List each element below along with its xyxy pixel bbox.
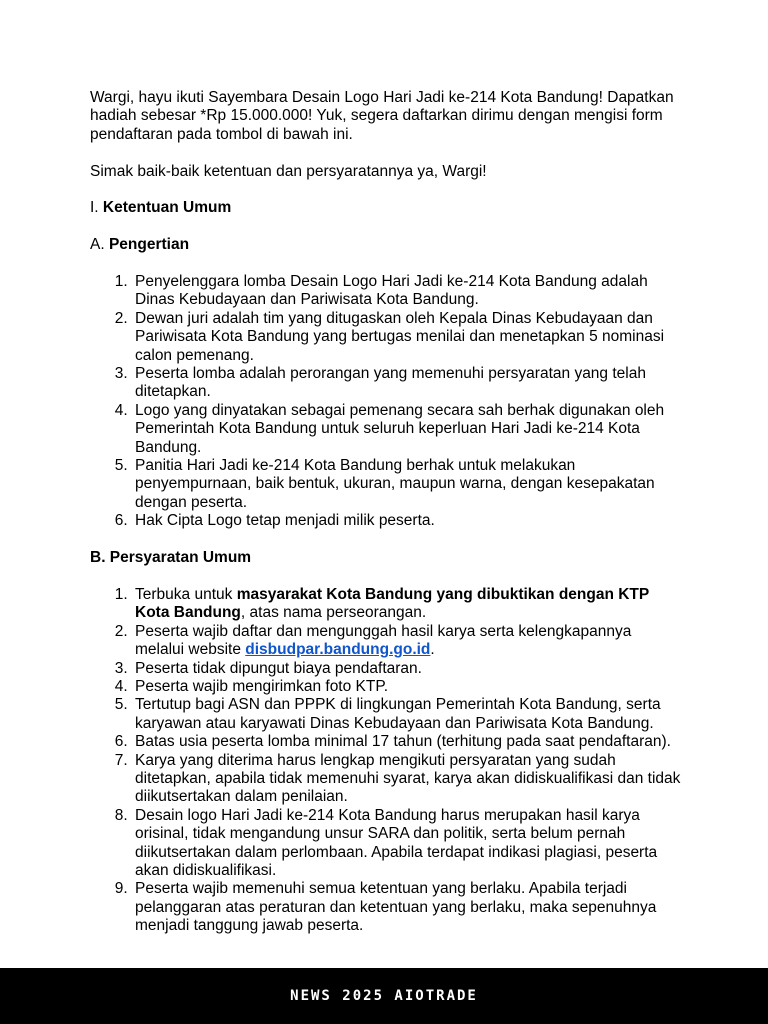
section-heading-ketentuan-umum [90,199,684,217]
list-item [132,660,684,678]
list-item [132,457,684,512]
text-run: Wargi, hayu ikuti Sayembara Desain Logo Hari Jadi ke-214 Kota Bandung! Dapatkan hadiah sebesar *Rp 15.000.000! Yuk, segera daftarkan dirimu dengan mengisi form pendaftaran pada tombol di bawah ini. [90,89,674,143]
footer-bar [0,968,768,1024]
text-run: Logo yang dinyatakan sebagai pemenang secara sah berhak digunakan oleh Pemerintah Kota Bandung untuk seluruh keperluan Hari Jadi ke-214 Kota Bandung. [135,401,665,456]
persyaratan-umum-list [90,586,684,936]
text-run: Panitia Hari Jadi ke-214 Kota Bandung berhak untuk melakukan penyempurnaan, baik bentuk, ukuran, maupun warna, dengan kesepakatan dengan peserta. [135,457,655,511]
text-run: Simak baik-baik ketentuan dan persyaratannya ya, Wargi! [90,162,487,180]
intro-paragraph [90,89,684,144]
list-item [132,512,684,530]
list-item [132,678,684,696]
website-link[interactable]: disbudpar.bandung.go.id [245,641,431,659]
text-run: Desain logo Hari Jadi ke-214 Kota Bandung harus merupakan hasil karya orisinal, tidak mengandung unsur SARA dan politik, serta belum pernah diikutsertakan dalam perlombaan. Apabila terdapat indikasi plagiasi, peserta akan didiskualifikasi. [135,806,658,879]
text-run: . [430,641,435,659]
list-item [132,807,684,881]
bold-text-run: Pengertian [108,236,190,254]
list-item [132,273,684,310]
text-run: Dewan juri adalah tim yang ditugaskan oleh Kepala Dinas Kebudayaan dan Pariwisata Kota Bandung yang bertugas menilai dan menetapkan 5 nominasi calon pemenang. [135,309,665,364]
bold-text-run: Ketentuan Umum [102,199,232,217]
bold-text-run: B. Persyaratan Umum [90,549,252,567]
list-item [132,733,684,751]
list-item [132,880,684,935]
document-body [90,89,684,954]
list-item [132,402,684,457]
text-run: Tertutup bagi ASN dan PPPK di lingkungan Pemerintah Kota Bandung, serta karyawan atau karyawati Dinas Kebudayaan dan Pariwisata Kota Bandung. [135,696,661,732]
list-item [132,310,684,365]
list-item [132,752,684,807]
text-run: Hak Cipta Logo tetap menjadi milik peserta. [135,512,435,530]
note-paragraph [90,163,684,181]
footer-label: NEWS 2025 AIOTRADE [290,988,478,1004]
list-item [132,623,684,660]
text-run: Peserta tidak dipungut biaya pendaftaran. [135,659,422,677]
text-run: Peserta lomba adalah perorangan yang memenuhi persyaratan yang telah ditetapkan. [135,365,646,401]
pengertian-list [90,273,684,531]
text-run: , atas nama perseorangan. [240,604,427,622]
text-run: Peserta wajib daftar dan mengunggah hasil karya serta kelengkapannya melalui website [135,622,632,659]
text-run: Terbuka untuk [135,585,237,603]
text-run: Penyelenggara lomba Desain Logo Hari Jadi ke-214 Kota Bandung adalah Dinas Kebudayaan dan Pariwisata Kota Bandung. [135,273,648,309]
text-run: Karya yang diterima harus lengkap mengikuti persyaratan yang sudah ditetapkan, apabila tidak memenuhi syarat, karya akan didiskualifikasi dan tidak diikutsertakan dalam penilaian. [135,751,681,806]
text-run: Peserta wajib mengirimkan foto KTP. [135,677,388,695]
subsection-heading-pengertian [90,236,684,254]
text-run: I. [90,199,103,217]
list-item [132,696,684,733]
bold-text-run: masyarakat Kota Bandung yang dibuktikan dengan KTP Kota Bandung [135,585,649,622]
text-run: Peserta wajib memenuhi semua ketentuan yang berlaku. Apabila terjadi pelanggaran atas peraturan dan ketentuan yang berlaku, maka sepenuhnya menjadi tanggung jawab peserta. [135,880,657,935]
list-item [132,586,684,623]
text-run: Batas usia peserta lomba minimal 17 tahun (terhitung pada saat pendaftaran). [135,733,671,751]
list-item [132,365,684,402]
subsection-heading-persyaratan-umum [90,549,684,567]
text-run: A. [90,236,109,254]
